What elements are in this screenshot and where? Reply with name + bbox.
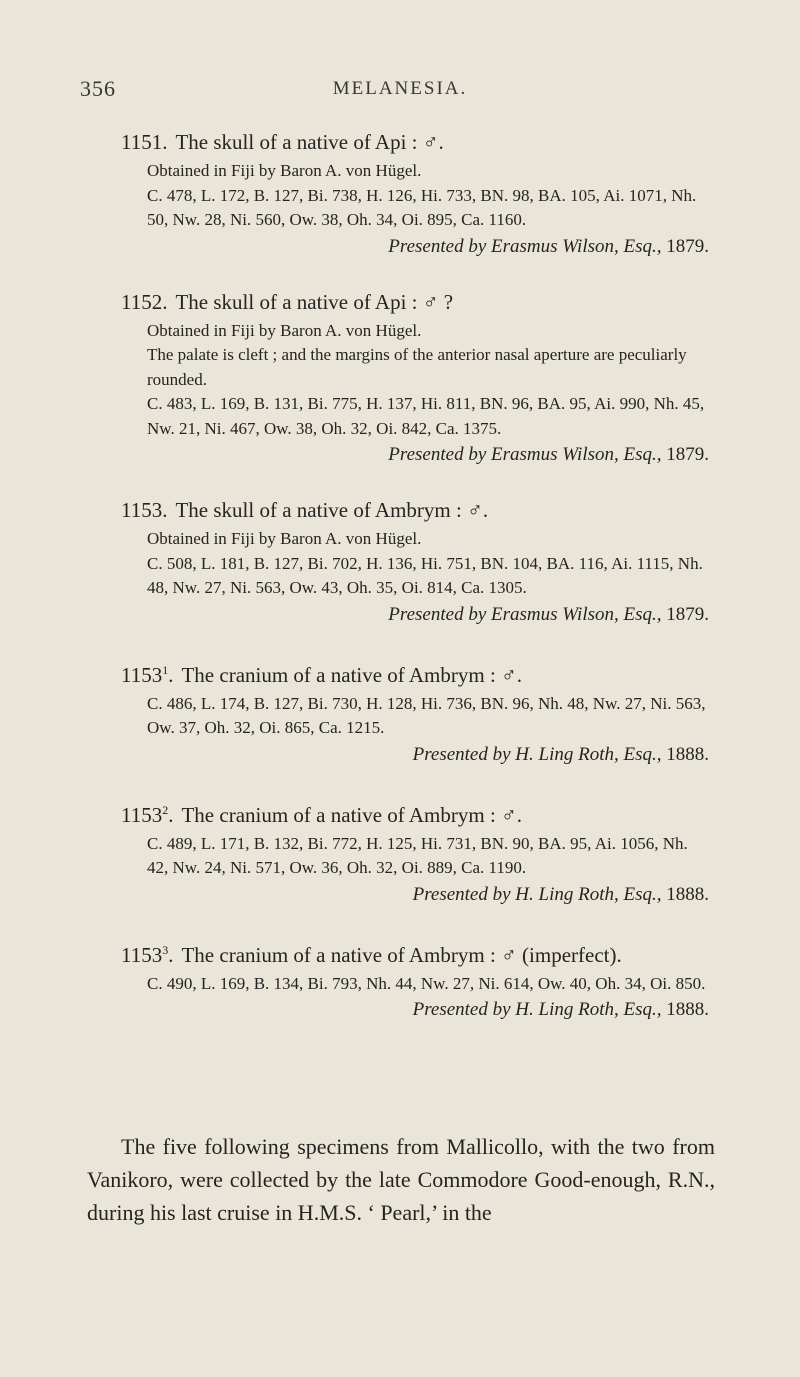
presented-by-text: Presented by Erasmus Wilson, Esq., xyxy=(388,444,662,465)
entry-line: C. 486, L. 174, B. 127, Bi. 730, H. 128, Hi. 736, BN. 96, Nh. 48, Nw. 27, Ni. 563, Ow. 37, Oh. 32, Oi. 865, Ca. 1215. xyxy=(147,693,706,737)
catalogue-entry xyxy=(0,795,800,909)
presented-year: 1888. xyxy=(666,999,709,1020)
entry-number: 1153$^2$. xyxy=(121,802,174,827)
entry-line: C. 490, L. 169, B. 134, Bi. 793, Nh. 44, Nw. 27, Ni. 614, Ow. 40, Oh. 34, Oi. 850. xyxy=(147,973,706,993)
entry-number: 1153$^1$. xyxy=(121,662,174,687)
entry-body xyxy=(147,692,707,741)
presented-by xyxy=(147,881,709,909)
presented-by xyxy=(147,441,709,469)
entry-title: The cranium of a native of Ambrym : ♂. xyxy=(181,662,523,687)
entry-line: The palate is cleft ; and the margins of the anterior nasal aperture are peculiarly rounded. xyxy=(147,345,687,389)
entry-number-text: 1152. xyxy=(121,289,168,314)
catalogue-entries xyxy=(0,127,800,1050)
entry-line: C. 478, L. 172, B. 127, Bi. 738, H. 126, Hi. 733, BN. 98, BA. 105, Ai. 1071, Nh. 50, Nw. 28, Ni. 560, Ow. 38, Oh. 34, Oi. 895, Ca. 1160. xyxy=(147,185,697,229)
entry-body xyxy=(147,159,707,233)
entry-superscript: 2 xyxy=(162,802,169,817)
entry-superscript: 3 xyxy=(162,942,169,957)
catalogue-entry xyxy=(0,495,800,629)
running-head: MELANESIA. xyxy=(332,78,468,99)
entry-superscript: 1 xyxy=(162,662,169,677)
entry-heading xyxy=(121,935,800,970)
presented-year: 1879. xyxy=(666,444,709,465)
entry-heading xyxy=(121,655,800,690)
entry-title: The skull of a native of Api : ♂ ? xyxy=(175,289,454,314)
presented-year: 1888. xyxy=(666,743,709,765)
entry-number xyxy=(121,130,167,154)
page-header xyxy=(0,76,800,106)
presented-year: 1888. xyxy=(666,883,709,905)
entry-line: C. 508, L. 181, B. 127, Bi. 702, H. 136, Hi. 751, BN. 104, BA. 116, Ai. 1115, Nh. 48, Nw. 27, Ni. 563, Ow. 43, Oh. 35, Oi. 814, Ca. 1305. xyxy=(147,553,703,597)
presented-by xyxy=(147,233,709,261)
presented-year: 1879. xyxy=(666,603,709,625)
entry-number-text: 1153 xyxy=(121,942,163,967)
entry-body xyxy=(147,972,707,997)
entry-line: Obtained in Fiji by Baron A. von Hügel. xyxy=(147,529,422,548)
entry-line: Obtained in Fiji by Baron A. von Hügel. xyxy=(147,320,422,340)
entry-number-text: 1153. xyxy=(121,498,168,522)
entry-line: Obtained in Fiji by Baron A. von Hügel. xyxy=(147,161,422,180)
entry-body xyxy=(147,832,707,881)
page-number: 356 xyxy=(80,76,116,101)
entry-title: The skull of a native of Ambrym : ♂. xyxy=(175,498,489,522)
entry-number: 1153$^3$. xyxy=(121,942,174,967)
entry-heading xyxy=(121,795,800,830)
entry-line: C. 489, L. 171, B. 132, Bi. 772, H. 125, Hi. 731, BN. 90, BA. 95, Ai. 1056, Nh. 42, Nw. 24, Ni. 571, Ow. 36, Oh. 32, Oi. 889, Ca. 1190. xyxy=(147,833,688,877)
entry-heading xyxy=(121,127,800,157)
presented-by-text: Presented by H. Ling Roth, Esq., xyxy=(412,743,662,765)
closing-paragraph: The five following specimens from Mallicollo, with the two from Vanikoro, were collected by the late Commodore Good-enough, R.N., during his last cruise in H.M.S. ‘ Pearl,’ in the xyxy=(87,1134,715,1225)
catalogue-entry xyxy=(0,127,800,261)
catalogue-entry xyxy=(0,935,800,1025)
entry-line: C. 483, L. 169, B. 131, Bi. 775, H. 137, Hi. 811, BN. 96, BA. 95, Ai. 990, Nh. 45, Nw. 21, Ni. 467, Ow. 38, Oh. 32, Oi. 842, Ca. 1375. xyxy=(147,394,705,438)
presented-by-text: Presented by H. Ling Roth, Esq., xyxy=(412,999,662,1020)
entry-number-text: 1153 xyxy=(121,802,163,827)
presented-by xyxy=(147,601,709,629)
catalogue-entry xyxy=(0,655,800,769)
entry-title: The cranium of a native of Ambrym : ♂. xyxy=(181,802,523,827)
entry-heading xyxy=(121,495,800,525)
entry-body xyxy=(147,527,707,601)
presented-by-text: Presented by H. Ling Roth, Esq., xyxy=(412,883,662,905)
presented-by xyxy=(147,996,709,1024)
presented-year: 1879. xyxy=(666,235,709,257)
entry-number-text: 1151. xyxy=(121,130,168,154)
entry-number xyxy=(121,290,167,314)
presented-by-text: Presented by Erasmus Wilson, Esq., xyxy=(388,603,662,625)
catalogue-entry xyxy=(0,287,800,470)
entry-number xyxy=(121,498,167,522)
entry-body xyxy=(147,319,707,442)
entry-number-text: 1153 xyxy=(121,662,163,687)
entry-title: The cranium of a native of Ambrym : ♂ (imperfect). xyxy=(181,942,622,967)
entry-title: The skull of a native of Api : ♂. xyxy=(175,130,444,154)
presented-by xyxy=(147,741,709,769)
presented-by-text: Presented by Erasmus Wilson, Esq., xyxy=(388,235,662,257)
entry-heading xyxy=(121,287,800,317)
